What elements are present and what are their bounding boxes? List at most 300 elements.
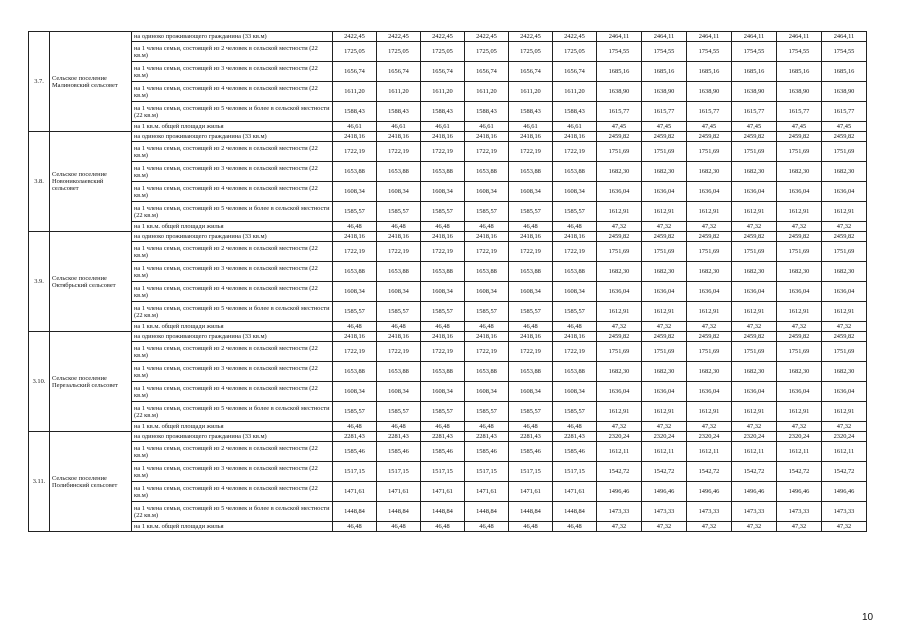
norm-description: на 1 члена семьи, состоящей из 2 человек в сельской местности (22 кв.м) bbox=[132, 142, 333, 162]
value-cell: 1608,34 bbox=[553, 282, 597, 302]
value-cell: 2418,16 bbox=[333, 232, 377, 242]
value-cell: 1608,34 bbox=[421, 182, 465, 202]
value-cell: 1636,04 bbox=[732, 182, 777, 202]
value-cell: 1725,05 bbox=[333, 42, 377, 62]
value-cell: 1612,91 bbox=[822, 202, 867, 222]
value-cell: 1496,46 bbox=[687, 482, 732, 502]
value-cell: 1473,33 bbox=[597, 502, 642, 522]
value-cell: 1448,84 bbox=[509, 502, 553, 522]
value-cell: 2459,82 bbox=[822, 332, 867, 342]
norm-description: на одиноко проживающего гражданина (33 кв.м) bbox=[132, 332, 333, 342]
value-cell: 1608,34 bbox=[509, 182, 553, 202]
value-cell: 1653,88 bbox=[421, 362, 465, 382]
value-cell: 1585,57 bbox=[509, 202, 553, 222]
value-cell: 1585,57 bbox=[333, 302, 377, 322]
value-cell: 1585,46 bbox=[509, 442, 553, 462]
norm-description: на 1 члена семьи, состоящей из 2 человек в сельской местности (22 кв.м) bbox=[132, 442, 333, 462]
value-cell: 2459,82 bbox=[732, 132, 777, 142]
value-cell: 1636,04 bbox=[597, 382, 642, 402]
value-cell: 1725,05 bbox=[553, 42, 597, 62]
value-cell: 46,48 bbox=[509, 422, 553, 432]
value-cell: 47,32 bbox=[687, 222, 732, 232]
value-cell: 2418,16 bbox=[333, 332, 377, 342]
value-cell: 46,48 bbox=[509, 322, 553, 332]
value-cell: 2459,82 bbox=[732, 232, 777, 242]
value-cell: 1682,30 bbox=[597, 162, 642, 182]
value-cell: 2418,16 bbox=[377, 232, 421, 242]
value-cell: 2418,16 bbox=[465, 332, 509, 342]
value-cell: 2459,82 bbox=[687, 332, 732, 342]
table-row bbox=[29, 242, 867, 262]
value-cell: 46,48 bbox=[421, 422, 465, 432]
value-cell: 1685,16 bbox=[732, 62, 777, 82]
value-cell: 1608,34 bbox=[377, 282, 421, 302]
value-cell: 1496,46 bbox=[732, 482, 777, 502]
norm-description: на 1 члена семьи, состоящей из 2 человек в сельской местности (22 кв.м) bbox=[132, 242, 333, 262]
value-cell: 1656,74 bbox=[377, 62, 421, 82]
value-cell: 1585,57 bbox=[553, 302, 597, 322]
value-cell: 1682,30 bbox=[597, 362, 642, 382]
value-cell: 1751,69 bbox=[642, 342, 687, 362]
value-cell: 1612,11 bbox=[822, 442, 867, 462]
value-cell: 1722,19 bbox=[333, 242, 377, 262]
value-cell: 47,32 bbox=[732, 222, 777, 232]
value-cell: 47,32 bbox=[777, 422, 822, 432]
norm-description: на 1 члена семьи, состоящей из 3 человек в сельской местности (22 кв.м) bbox=[132, 262, 333, 282]
value-cell: 1612,91 bbox=[732, 302, 777, 322]
value-cell: 1588,43 bbox=[421, 102, 465, 122]
value-cell: 1722,19 bbox=[421, 242, 465, 262]
value-cell: 1448,84 bbox=[553, 502, 597, 522]
value-cell: 2281,43 bbox=[333, 432, 377, 442]
value-cell: 1751,69 bbox=[597, 242, 642, 262]
value-cell: 1473,33 bbox=[687, 502, 732, 522]
value-cell: 1611,20 bbox=[509, 82, 553, 102]
value-cell: 1751,69 bbox=[777, 142, 822, 162]
value-cell: 1612,91 bbox=[597, 302, 642, 322]
table-row bbox=[29, 332, 867, 342]
value-cell: 2320,24 bbox=[822, 432, 867, 442]
value-cell: 2422,45 bbox=[553, 32, 597, 42]
value-cell: 1653,88 bbox=[377, 362, 421, 382]
value-cell: 2422,45 bbox=[421, 32, 465, 42]
norm-description: на 1 кв.м. общей площади жилья bbox=[132, 122, 333, 132]
value-cell: 46,48 bbox=[465, 422, 509, 432]
value-cell: 1636,04 bbox=[642, 382, 687, 402]
value-cell: 2459,82 bbox=[687, 132, 732, 142]
value-cell: 1636,04 bbox=[822, 282, 867, 302]
table-row bbox=[29, 122, 867, 132]
value-cell: 46,48 bbox=[465, 222, 509, 232]
value-cell: 1585,57 bbox=[553, 402, 597, 422]
value-cell: 2320,24 bbox=[732, 432, 777, 442]
table-row bbox=[29, 202, 867, 222]
value-cell: 1722,19 bbox=[553, 342, 597, 362]
value-cell: 1517,15 bbox=[333, 462, 377, 482]
value-cell: 1653,88 bbox=[333, 262, 377, 282]
value-cell: 1612,91 bbox=[732, 402, 777, 422]
value-cell: 2459,82 bbox=[597, 332, 642, 342]
value-cell: 1653,88 bbox=[509, 162, 553, 182]
value-cell: 46,48 bbox=[465, 322, 509, 332]
value-cell: 1636,04 bbox=[822, 182, 867, 202]
value-cell: 2418,16 bbox=[509, 132, 553, 142]
value-cell: 1585,57 bbox=[377, 202, 421, 222]
value-cell: 1448,84 bbox=[333, 502, 377, 522]
value-cell: 47,32 bbox=[642, 422, 687, 432]
value-cell: 1585,57 bbox=[509, 402, 553, 422]
table-row bbox=[29, 232, 867, 242]
value-cell: 1638,90 bbox=[597, 82, 642, 102]
value-cell: 1517,15 bbox=[377, 462, 421, 482]
value-cell: 1588,43 bbox=[553, 102, 597, 122]
value-cell: 1611,20 bbox=[421, 82, 465, 102]
value-cell: 1754,55 bbox=[777, 42, 822, 62]
value-cell: 1608,34 bbox=[553, 382, 597, 402]
value-cell: 2418,16 bbox=[421, 132, 465, 142]
value-cell: 1725,05 bbox=[509, 42, 553, 62]
table-row bbox=[29, 342, 867, 362]
value-cell: 1638,90 bbox=[822, 82, 867, 102]
value-cell: 1612,91 bbox=[777, 302, 822, 322]
value-cell: 2418,16 bbox=[377, 332, 421, 342]
value-cell: 1656,74 bbox=[553, 62, 597, 82]
norm-description: на 1 члена семьи, состоящей из 4 человек в сельской местности (22 кв.м) bbox=[132, 282, 333, 302]
value-cell: 1608,34 bbox=[509, 382, 553, 402]
value-cell: 1751,69 bbox=[732, 142, 777, 162]
value-cell: 47,45 bbox=[642, 122, 687, 132]
value-cell: 2422,45 bbox=[377, 32, 421, 42]
value-cell: 1636,04 bbox=[822, 382, 867, 402]
value-cell: 1653,88 bbox=[421, 262, 465, 282]
table-row bbox=[29, 462, 867, 482]
value-cell: 1612,91 bbox=[777, 202, 822, 222]
value-cell: 1636,04 bbox=[777, 282, 822, 302]
value-cell: 1471,61 bbox=[509, 482, 553, 502]
norm-description: на 1 члена семьи, состоящей из 4 человек в сельской местности (22 кв.м) bbox=[132, 182, 333, 202]
norm-description: на 1 члена семьи, состоящей из 3 человек в сельской местности (22 кв.м) bbox=[132, 162, 333, 182]
value-cell: 1612,11 bbox=[732, 442, 777, 462]
value-cell: 47,32 bbox=[642, 522, 687, 532]
tariff-table-body bbox=[29, 32, 867, 532]
value-cell: 46,48 bbox=[553, 222, 597, 232]
value-cell: 1751,69 bbox=[597, 142, 642, 162]
section-code: 3.8. bbox=[29, 132, 50, 232]
value-cell: 47,32 bbox=[822, 422, 867, 432]
value-cell: 47,32 bbox=[822, 522, 867, 532]
value-cell: 1653,88 bbox=[509, 362, 553, 382]
value-cell: 46,61 bbox=[465, 122, 509, 132]
value-cell: 1611,20 bbox=[333, 82, 377, 102]
settlement-name: Сельское поселение Малиновский сельсовет bbox=[50, 32, 132, 132]
table-row bbox=[29, 442, 867, 462]
value-cell: 1448,84 bbox=[421, 502, 465, 522]
value-cell: 46,48 bbox=[333, 522, 377, 532]
norm-description: на 1 члена семьи, состоящей из 5 человек и более в сельской местности (22 кв.м) bbox=[132, 102, 333, 122]
value-cell: 2320,24 bbox=[687, 432, 732, 442]
value-cell: 1588,43 bbox=[377, 102, 421, 122]
value-cell: 1682,30 bbox=[777, 162, 822, 182]
value-cell: 1588,43 bbox=[509, 102, 553, 122]
value-cell: 46,48 bbox=[377, 522, 421, 532]
value-cell: 46,61 bbox=[333, 122, 377, 132]
value-cell: 1585,57 bbox=[421, 302, 465, 322]
value-cell: 1751,69 bbox=[687, 242, 732, 262]
settlement-name: Сельское поселение Октябрьский сельсовет bbox=[50, 232, 132, 332]
value-cell: 1612,91 bbox=[642, 402, 687, 422]
value-cell: 2418,16 bbox=[421, 232, 465, 242]
value-cell: 1725,05 bbox=[421, 42, 465, 62]
value-cell: 1656,74 bbox=[333, 62, 377, 82]
value-cell: 46,61 bbox=[421, 122, 465, 132]
value-cell: 1636,04 bbox=[732, 282, 777, 302]
value-cell: 1636,04 bbox=[777, 182, 822, 202]
value-cell: 1615,77 bbox=[642, 102, 687, 122]
value-cell: 46,48 bbox=[377, 222, 421, 232]
value-cell: 1615,77 bbox=[777, 102, 822, 122]
value-cell: 1682,30 bbox=[777, 262, 822, 282]
value-cell: 1473,33 bbox=[642, 502, 687, 522]
table-row bbox=[29, 182, 867, 202]
value-cell: 1585,57 bbox=[509, 302, 553, 322]
value-cell: 1722,19 bbox=[377, 242, 421, 262]
value-cell: 1751,69 bbox=[687, 142, 732, 162]
value-cell: 2459,82 bbox=[642, 132, 687, 142]
value-cell: 46,48 bbox=[377, 322, 421, 332]
value-cell: 2281,43 bbox=[553, 432, 597, 442]
value-cell: 1682,30 bbox=[732, 262, 777, 282]
table-row bbox=[29, 102, 867, 122]
value-cell: 2459,82 bbox=[642, 232, 687, 242]
value-cell: 1653,88 bbox=[377, 162, 421, 182]
value-cell: 1722,19 bbox=[465, 242, 509, 262]
value-cell: 1754,55 bbox=[687, 42, 732, 62]
value-cell: 47,45 bbox=[777, 122, 822, 132]
value-cell: 1517,15 bbox=[509, 462, 553, 482]
norm-description: на 1 члена семьи, состоящей из 2 человек в сельской местности (22 кв.м) bbox=[132, 342, 333, 362]
value-cell: 1517,15 bbox=[553, 462, 597, 482]
table-row bbox=[29, 62, 867, 82]
value-cell: 2418,16 bbox=[553, 232, 597, 242]
value-cell: 1722,19 bbox=[509, 342, 553, 362]
value-cell: 46,48 bbox=[421, 222, 465, 232]
value-cell: 1471,61 bbox=[465, 482, 509, 502]
value-cell: 46,48 bbox=[377, 422, 421, 432]
norm-description: на одиноко проживающего гражданина (33 кв.м) bbox=[132, 432, 333, 442]
value-cell: 1585,46 bbox=[377, 442, 421, 462]
value-cell: 1636,04 bbox=[642, 182, 687, 202]
value-cell: 46,61 bbox=[553, 122, 597, 132]
value-cell: 1722,19 bbox=[377, 342, 421, 362]
value-cell: 1612,91 bbox=[732, 202, 777, 222]
value-cell: 1722,19 bbox=[465, 342, 509, 362]
value-cell: 1682,30 bbox=[822, 162, 867, 182]
tariff-table bbox=[28, 31, 867, 532]
value-cell: 46,48 bbox=[333, 322, 377, 332]
value-cell: 2281,43 bbox=[377, 432, 421, 442]
value-cell: 1656,74 bbox=[509, 62, 553, 82]
value-cell: 1542,72 bbox=[732, 462, 777, 482]
value-cell: 1725,05 bbox=[377, 42, 421, 62]
value-cell: 46,48 bbox=[421, 322, 465, 332]
value-cell: 1653,88 bbox=[553, 362, 597, 382]
table-row bbox=[29, 502, 867, 522]
value-cell: 2320,24 bbox=[597, 432, 642, 442]
value-cell: 1608,34 bbox=[421, 382, 465, 402]
value-cell: 1615,77 bbox=[822, 102, 867, 122]
value-cell: 1653,88 bbox=[465, 262, 509, 282]
value-cell: 46,48 bbox=[553, 322, 597, 332]
value-cell: 46,48 bbox=[509, 222, 553, 232]
value-cell: 1612,91 bbox=[642, 202, 687, 222]
value-cell: 2418,16 bbox=[509, 332, 553, 342]
value-cell: 1612,91 bbox=[597, 402, 642, 422]
value-cell: 1612,11 bbox=[642, 442, 687, 462]
value-cell: 1722,19 bbox=[553, 142, 597, 162]
value-cell: 47,32 bbox=[732, 522, 777, 532]
table-row bbox=[29, 222, 867, 232]
value-cell: 1496,46 bbox=[597, 482, 642, 502]
value-cell: 1473,33 bbox=[822, 502, 867, 522]
value-cell: 2459,82 bbox=[822, 132, 867, 142]
norm-description: на одиноко проживающего гражданина (33 кв.м) bbox=[132, 132, 333, 142]
value-cell: 1611,20 bbox=[377, 82, 421, 102]
section-code: 3.9. bbox=[29, 232, 50, 332]
value-cell: 1615,77 bbox=[687, 102, 732, 122]
table-row bbox=[29, 362, 867, 382]
value-cell: 1608,34 bbox=[465, 182, 509, 202]
value-cell: 1608,34 bbox=[465, 382, 509, 402]
value-cell: 1585,57 bbox=[465, 302, 509, 322]
value-cell: 1682,30 bbox=[687, 162, 732, 182]
value-cell: 2281,43 bbox=[421, 432, 465, 442]
value-cell: 1608,34 bbox=[421, 282, 465, 302]
value-cell: 1682,30 bbox=[642, 362, 687, 382]
value-cell: 1722,19 bbox=[377, 142, 421, 162]
value-cell: 1653,88 bbox=[421, 162, 465, 182]
value-cell: 47,32 bbox=[777, 522, 822, 532]
value-cell: 2459,82 bbox=[822, 232, 867, 242]
table-row bbox=[29, 142, 867, 162]
value-cell: 1585,57 bbox=[421, 402, 465, 422]
value-cell: 1612,91 bbox=[687, 302, 732, 322]
value-cell: 46,48 bbox=[333, 222, 377, 232]
norm-description: на 1 кв.м. общей площади жилья bbox=[132, 322, 333, 332]
table-row bbox=[29, 382, 867, 402]
value-cell: 2418,16 bbox=[465, 232, 509, 242]
value-cell: 1585,57 bbox=[421, 202, 465, 222]
value-cell: 1612,91 bbox=[777, 402, 822, 422]
value-cell: 47,32 bbox=[597, 322, 642, 332]
value-cell: 1612,91 bbox=[822, 402, 867, 422]
value-cell: 2464,11 bbox=[822, 32, 867, 42]
table-row bbox=[29, 32, 867, 42]
value-cell: 2464,11 bbox=[732, 32, 777, 42]
value-cell: 2422,45 bbox=[333, 32, 377, 42]
value-cell: 1496,46 bbox=[777, 482, 822, 502]
value-cell: 1585,57 bbox=[465, 402, 509, 422]
value-cell: 1542,72 bbox=[687, 462, 732, 482]
value-cell: 1685,16 bbox=[597, 62, 642, 82]
value-cell: 1608,34 bbox=[333, 282, 377, 302]
section-code: 3.11. bbox=[29, 432, 50, 532]
value-cell: 1612,11 bbox=[597, 442, 642, 462]
value-cell: 1585,57 bbox=[333, 402, 377, 422]
value-cell: 1682,30 bbox=[642, 262, 687, 282]
value-cell: 1722,19 bbox=[333, 342, 377, 362]
table-row bbox=[29, 82, 867, 102]
norm-description: на 1 члена семьи, состоящей из 5 человек и более в сельской местности (22 кв.м) bbox=[132, 202, 333, 222]
value-cell: 1656,74 bbox=[465, 62, 509, 82]
value-cell: 1585,46 bbox=[333, 442, 377, 462]
value-cell: 47,32 bbox=[642, 222, 687, 232]
value-cell: 47,32 bbox=[597, 222, 642, 232]
value-cell: 1722,19 bbox=[421, 142, 465, 162]
value-cell: 1685,16 bbox=[777, 62, 822, 82]
value-cell: 1653,88 bbox=[465, 162, 509, 182]
table-row bbox=[29, 422, 867, 432]
value-cell: 1612,91 bbox=[597, 202, 642, 222]
value-cell: 1653,88 bbox=[333, 162, 377, 182]
value-cell: 47,32 bbox=[597, 522, 642, 532]
norm-description: на 1 члена семьи, состоящей из 5 человек и более в сельской местности (22 кв.м) bbox=[132, 502, 333, 522]
value-cell: 1585,57 bbox=[377, 402, 421, 422]
value-cell: 1608,34 bbox=[333, 182, 377, 202]
value-cell: 1638,90 bbox=[642, 82, 687, 102]
value-cell: 1653,88 bbox=[333, 362, 377, 382]
value-cell: 1585,57 bbox=[465, 202, 509, 222]
value-cell: 47,45 bbox=[732, 122, 777, 132]
value-cell: 1722,19 bbox=[509, 242, 553, 262]
value-cell: 2459,82 bbox=[777, 232, 822, 242]
value-cell: 1653,88 bbox=[465, 362, 509, 382]
value-cell: 1682,30 bbox=[732, 362, 777, 382]
table-row bbox=[29, 322, 867, 332]
value-cell: 1585,46 bbox=[421, 442, 465, 462]
value-cell: 1471,61 bbox=[421, 482, 465, 502]
value-cell: 2418,16 bbox=[465, 132, 509, 142]
value-cell: 1612,11 bbox=[777, 442, 822, 462]
value-cell: 46,61 bbox=[377, 122, 421, 132]
value-cell: 1653,88 bbox=[377, 262, 421, 282]
value-cell: 1751,69 bbox=[687, 342, 732, 362]
value-cell: 1682,30 bbox=[687, 362, 732, 382]
value-cell: 47,45 bbox=[687, 122, 732, 132]
value-cell: 1542,72 bbox=[597, 462, 642, 482]
value-cell: 1754,55 bbox=[732, 42, 777, 62]
value-cell: 2464,11 bbox=[597, 32, 642, 42]
value-cell: 1751,69 bbox=[777, 342, 822, 362]
section-code: 3.10. bbox=[29, 332, 50, 432]
value-cell: 1608,34 bbox=[377, 182, 421, 202]
norm-description: на 1 члена семьи, состоящей из 3 человек в сельской местности (22 кв.м) bbox=[132, 62, 333, 82]
value-cell: 1636,04 bbox=[642, 282, 687, 302]
value-cell: 1653,88 bbox=[553, 162, 597, 182]
value-cell: 1496,46 bbox=[822, 482, 867, 502]
value-cell: 2459,82 bbox=[597, 232, 642, 242]
value-cell: 1471,61 bbox=[377, 482, 421, 502]
value-cell: 47,32 bbox=[687, 522, 732, 532]
value-cell: 2418,16 bbox=[333, 132, 377, 142]
value-cell: 1722,19 bbox=[333, 142, 377, 162]
value-cell: 1653,88 bbox=[509, 262, 553, 282]
table-row bbox=[29, 262, 867, 282]
value-cell: 2418,16 bbox=[553, 332, 597, 342]
value-cell: 1682,30 bbox=[597, 262, 642, 282]
value-cell: 1638,90 bbox=[687, 82, 732, 102]
value-cell: 47,32 bbox=[777, 222, 822, 232]
norm-description: на 1 кв.м. общей площади жилья bbox=[132, 522, 333, 532]
